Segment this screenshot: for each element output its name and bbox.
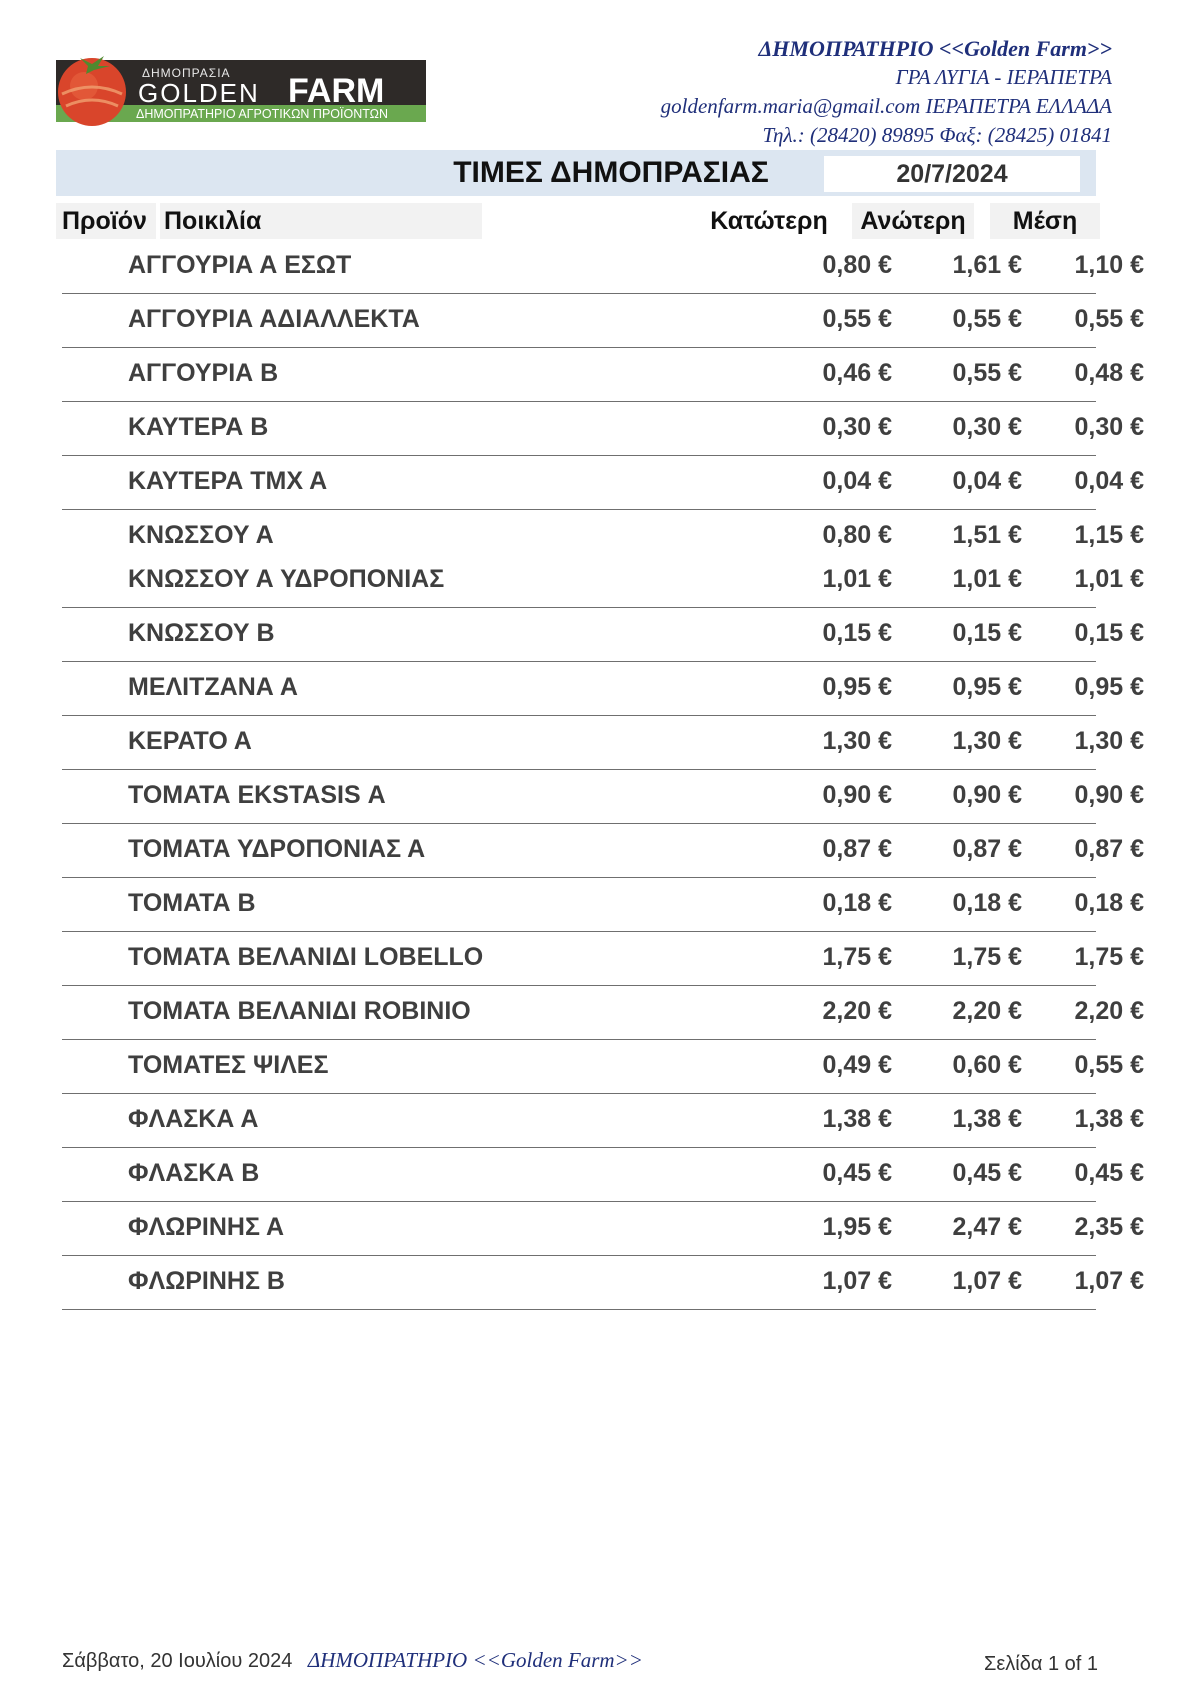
list-item	[62, 513, 1144, 557]
price-high: 0,18 €	[952, 889, 1022, 917]
price-high: 1,51 €	[952, 521, 1022, 549]
footer-date: Σάββατο, 20 Ιουλίου 2024	[62, 1650, 293, 1672]
list-item	[62, 665, 1144, 709]
price-low: 0,18 €	[822, 889, 892, 917]
product-name: ΚΝΩΣΣΟΥ Α	[128, 521, 274, 549]
logo-brand-light: GOLDEN	[138, 78, 260, 108]
list-item	[62, 557, 1144, 601]
price-avg: 0,87 €	[1074, 835, 1144, 863]
price-high: 1,75 €	[952, 943, 1022, 971]
table-row	[62, 1151, 1144, 1202]
list-item	[62, 351, 1144, 395]
product-name: ΚΝΩΣΣΟΥ Α ΥΔΡΟΠΟΝΙΑΣ	[128, 565, 445, 593]
product-name: ΚΑΥΤΕΡΑ ΤΜΧ Α	[128, 467, 328, 495]
table-row	[62, 1097, 1144, 1148]
product-name: ΤΟΜΑΤΕΣ ΨΙΛΕΣ	[128, 1051, 329, 1079]
price-high: 1,01 €	[952, 565, 1022, 593]
price-low: 0,45 €	[822, 1159, 892, 1187]
price-low: 2,20 €	[822, 997, 892, 1025]
price-avg: 0,15 €	[1074, 619, 1144, 647]
list-item	[62, 719, 1144, 763]
price-high: 1,07 €	[952, 1267, 1022, 1295]
table-row	[62, 881, 1144, 932]
price-high: 0,30 €	[952, 413, 1022, 441]
list-item	[62, 1097, 1144, 1141]
footer-company: ΔΗΜΟΠΡΑΤΗΡΙΟ <<Golden Farm>>	[307, 1648, 643, 1672]
list-item	[62, 459, 1144, 503]
price-avg: 0,48 €	[1074, 359, 1144, 387]
footer-left	[62, 1648, 643, 1673]
table-row	[62, 1205, 1144, 1256]
price-avg: 0,30 €	[1074, 413, 1144, 441]
price-low: 1,01 €	[822, 565, 892, 593]
price-low: 0,80 €	[822, 251, 892, 279]
table-row	[62, 665, 1144, 716]
price-low: 0,55 €	[822, 305, 892, 333]
table-row	[62, 935, 1144, 986]
list-item	[62, 1205, 1144, 1249]
column-header-product: Προϊόν	[56, 203, 156, 239]
price-low: 1,75 €	[822, 943, 892, 971]
price-avg: 1,07 €	[1074, 1267, 1144, 1295]
list-item	[62, 1151, 1144, 1195]
product-name: ΦΛΩΡΙΝΗΣ Α	[128, 1213, 285, 1241]
table-row	[62, 405, 1144, 456]
list-item	[62, 1259, 1144, 1303]
table-row	[62, 459, 1144, 510]
product-name: ΚΕΡΑΤΟ Α	[128, 727, 252, 755]
price-avg: 1,01 €	[1074, 565, 1144, 593]
product-name: ΤΟΜΑΤΑ ΒΕΛΑΝΙΔΙ LOBELLO	[128, 943, 484, 971]
product-name: ΤΟΜΑΤΑ EKSTASIS Α	[128, 781, 386, 809]
price-low: 0,95 €	[822, 673, 892, 701]
footer-page-number: Σελίδα 1 of 1	[983, 1653, 1098, 1675]
column-header-avg: Μέση	[990, 203, 1100, 239]
title-band	[56, 150, 1096, 196]
price-avg: 0,55 €	[1074, 305, 1144, 333]
price-avg: 0,95 €	[1074, 673, 1144, 701]
price-low: 0,30 €	[822, 413, 892, 441]
table-row	[62, 513, 1144, 608]
price-avg: 1,10 €	[1074, 251, 1144, 279]
column-header-variety: Ποικιλία	[160, 203, 482, 239]
price-avg: 0,90 €	[1074, 781, 1144, 809]
column-header-low: Κατώτερη	[710, 207, 828, 235]
price-high: 0,15 €	[952, 619, 1022, 647]
auction-date: 20/7/2024	[824, 156, 1080, 192]
golden-farm-logo	[56, 50, 426, 128]
table-row	[62, 351, 1144, 402]
product-name: ΜΕΛΙΤΖΑΝΑ Α	[128, 673, 298, 701]
price-avg: 0,45 €	[1074, 1159, 1144, 1187]
price-low: 0,46 €	[822, 359, 892, 387]
price-high: 0,45 €	[952, 1159, 1022, 1187]
list-item	[62, 611, 1144, 655]
price-avg: 2,35 €	[1074, 1213, 1144, 1241]
price-low: 0,15 €	[822, 619, 892, 647]
table-row	[62, 827, 1144, 878]
price-low: 0,49 €	[822, 1051, 892, 1079]
company-name: ΔΗΜΟΠΡΑΤΗΡΙΟ <<Golden Farm>>	[758, 36, 1112, 61]
price-high: 0,87 €	[952, 835, 1022, 863]
company-phone-fax: Τηλ.: (28420) 89895 Φαξ: (28425) 01841	[762, 123, 1112, 147]
price-high: 1,30 €	[952, 727, 1022, 755]
price-high: 0,55 €	[952, 305, 1022, 333]
price-avg: 0,18 €	[1074, 889, 1144, 917]
list-item	[62, 773, 1144, 817]
price-low: 0,87 €	[822, 835, 892, 863]
price-high: 0,60 €	[952, 1051, 1022, 1079]
list-item	[62, 405, 1144, 449]
logo-brand-bold: FARM	[288, 72, 385, 110]
price-high: 1,61 €	[952, 251, 1022, 279]
product-name: ΤΟΜΑΤΑ Β	[128, 889, 256, 917]
table-row	[62, 297, 1144, 348]
product-name: ΚΑΥΤΕΡΑ Β	[128, 413, 269, 441]
price-avg: 1,38 €	[1074, 1105, 1144, 1133]
page-title: ΤΙΜΕΣ ΔΗΜΟΠΡΑΣΙΑΣ	[453, 156, 769, 189]
product-name: ΦΛΑΣΚΑ Α	[128, 1105, 259, 1133]
column-header-high: Ανώτερη	[852, 203, 974, 239]
product-name: ΦΛΩΡΙΝΗΣ Β	[128, 1267, 285, 1295]
table-row	[62, 719, 1144, 770]
price-high: 0,90 €	[952, 781, 1022, 809]
price-low: 1,95 €	[822, 1213, 892, 1241]
product-name: ΤΟΜΑΤΑ ΥΔΡΟΠΟΝΙΑΣ Α	[128, 835, 426, 863]
table-row	[62, 773, 1144, 824]
table-row	[62, 243, 1144, 294]
price-low: 1,07 €	[822, 1267, 892, 1295]
price-low: 0,90 €	[822, 781, 892, 809]
logo-tagline: ΔΗΜΟΠΡΑΤΗΡΙΟ ΑΓΡΟΤΙΚΩΝ ΠΡΟΪΟΝΤΩΝ	[136, 107, 389, 121]
list-item	[62, 989, 1144, 1033]
price-low: 0,80 €	[822, 521, 892, 549]
price-avg: 1,30 €	[1074, 727, 1144, 755]
header-info	[661, 34, 1112, 150]
product-name: ΑΓΓΟΥΡΙΑ Β	[128, 359, 279, 387]
price-high: 0,55 €	[952, 359, 1022, 387]
price-high: 0,95 €	[952, 673, 1022, 701]
table-row	[62, 1043, 1144, 1094]
list-item	[62, 827, 1144, 871]
product-name: ΑΓΓΟΥΡΙΑ ΑΔΙΑΛΛΕΚΤΑ	[128, 305, 420, 333]
company-address: ΓΡΑ ΛΥΓΙΑ - ΙΕΡΑΠΕΤΡΑ	[895, 65, 1112, 89]
price-avg: 1,75 €	[1074, 943, 1144, 971]
price-avg: 0,55 €	[1074, 1051, 1144, 1079]
table-row	[62, 989, 1144, 1040]
product-name: ΚΝΩΣΣΟΥ Β	[128, 619, 275, 647]
logo-top-text: ΔΗΜΟΠΡΑΣΙΑ	[142, 66, 231, 80]
company-email-location: goldenfarm.maria@gmail.com ΙΕΡΑΠΕΤΡΑ ΕΛΛΑΔΑ	[660, 94, 1112, 118]
price-low: 1,38 €	[822, 1105, 892, 1133]
price-avg: 2,20 €	[1074, 997, 1144, 1025]
list-item	[62, 881, 1144, 925]
price-high: 1,38 €	[952, 1105, 1022, 1133]
list-item	[62, 935, 1144, 979]
price-avg: 0,04 €	[1074, 467, 1144, 495]
price-low: 0,04 €	[822, 467, 892, 495]
list-item	[62, 243, 1144, 287]
product-name: ΑΓΓΟΥΡΙΑ Α ΕΣΩΤ	[128, 251, 352, 279]
product-name: ΤΟΜΑΤΑ ΒΕΛΑΝΙΔΙ ROBINIO	[128, 997, 471, 1025]
table-row	[62, 1259, 1144, 1310]
table-row	[62, 611, 1144, 662]
price-high: 2,47 €	[952, 1213, 1022, 1241]
price-high: 0,04 €	[952, 467, 1022, 495]
list-item	[62, 297, 1144, 341]
price-avg: 1,15 €	[1074, 521, 1144, 549]
price-low: 1,30 €	[822, 727, 892, 755]
price-high: 2,20 €	[952, 997, 1022, 1025]
price-table	[62, 240, 1144, 1310]
product-name: ΦΛΑΣΚΑ Β	[128, 1159, 260, 1187]
list-item	[62, 1043, 1144, 1087]
